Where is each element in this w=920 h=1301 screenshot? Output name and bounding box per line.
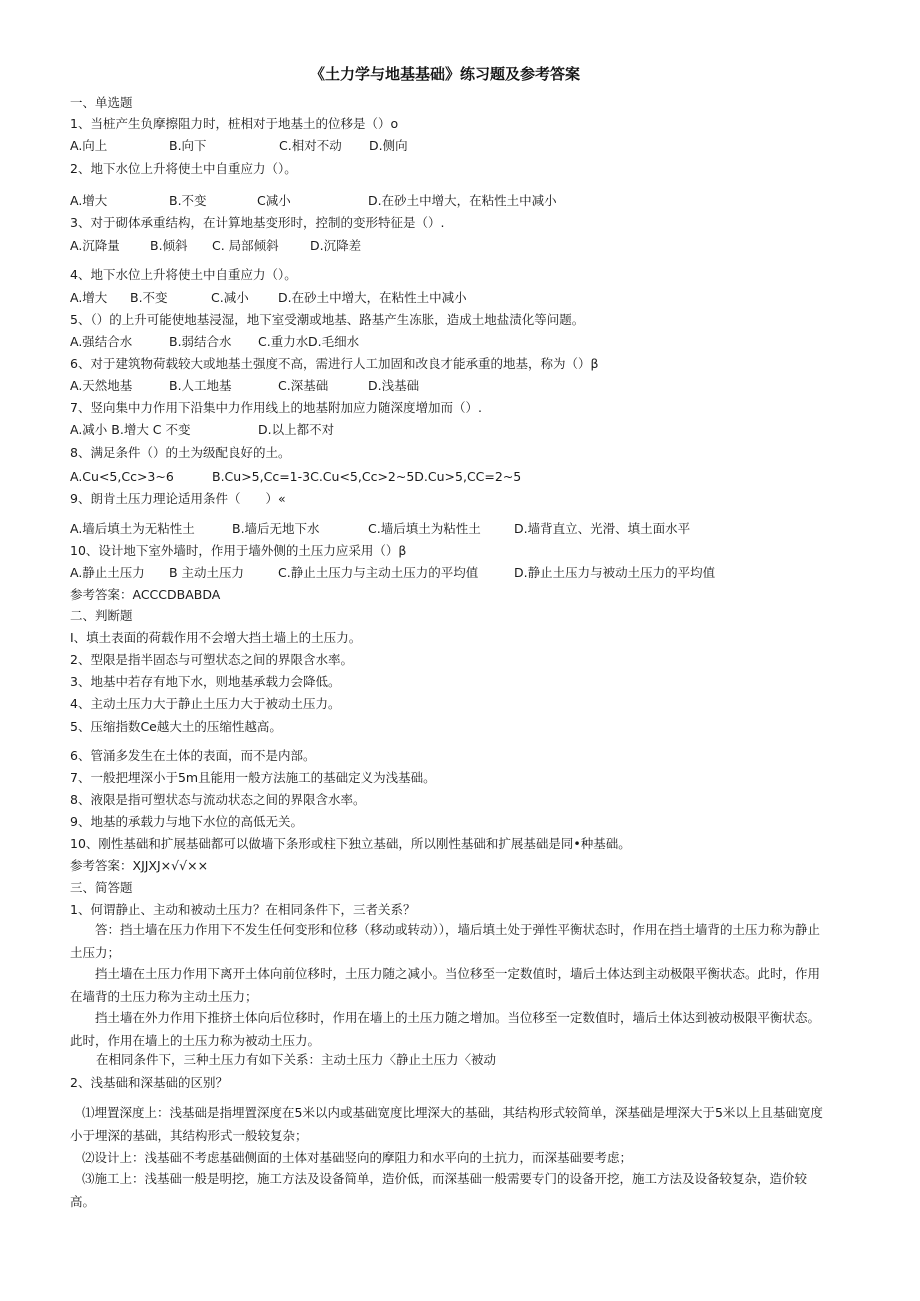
question-stem: 2、地下水位上升将使土中自重应力（）。 bbox=[70, 161, 297, 176]
option-d: D.沉降差 bbox=[310, 238, 362, 253]
statement-item: 9、地基的承载力与地下水位的高低无关。 bbox=[70, 814, 303, 829]
option-b: B.人工地基 bbox=[169, 378, 232, 393]
answer-key: 参考答案：ACCCDBABDA bbox=[70, 587, 221, 602]
answer-paragraph: ⑴埋置深度上：浅基础是指埋置深度在5米以内或基础宽度比埋深大的基础，其结构形式较简单，深基础是埋深大于5米以上且基础宽度小于埋深的基础，其结构形式一般较复杂； bbox=[70, 1105, 823, 1143]
option-c: C减小 bbox=[257, 193, 291, 208]
answer-paragraph: 挡土墙在外力作用下推挤土体向后位移时，作用在墙上的土压力随之增加。当位移至一定数值时，墙后土体达到被动极限平衡状态。此时，作用在墙上的土压力称为被动土压力。 bbox=[70, 1010, 821, 1048]
option-a: A.向上 bbox=[70, 138, 108, 153]
option-c: C.静止土压力与主动土压力的平均值 bbox=[278, 565, 479, 580]
option-a: A.增大 bbox=[70, 193, 108, 208]
option-b: B 主动土压力 bbox=[169, 565, 245, 580]
question-stem: 6、对于建筑物荷载较大或地基土强度不高，需进行人工加固和改良才能承重的地基，称为（）β bbox=[70, 356, 599, 371]
option-a: A.天然地基 bbox=[70, 378, 133, 393]
option-b: B.不变 bbox=[169, 193, 207, 208]
statement-item: 3、地基中若存有地下水，则地基承载力会降低。 bbox=[70, 674, 341, 689]
option-c: C. 局部倾斜 bbox=[212, 238, 279, 253]
question-stem: 1、当桩产生负摩擦阻力时，桩相对于地基土的位移是（）o bbox=[70, 116, 399, 131]
option-c: C.减小 bbox=[211, 290, 249, 305]
option-d: D.墙背直立、光滑、填土面水平 bbox=[514, 521, 691, 536]
answer-paragraph: 在相同条件下，三种土压力有如下关系：主动土压力〈静止土压力〈被动 bbox=[96, 1052, 497, 1067]
option-d: D.浅基础 bbox=[368, 378, 420, 393]
answer-paragraph: ⑵设计上：浅基础不考虑基础侧面的土体对基础竖向的摩阻力和水平向的土抗力，而深基础要考虑； bbox=[82, 1150, 633, 1165]
question-stem: 5、（）的上升可能使地基浸湿，地下室受潮或地基、路基产生冻胀，造成土地盐渍化等问题。 bbox=[70, 312, 585, 327]
option-d: D.在砂土中增大，在粘性土中减小 bbox=[368, 193, 557, 208]
statement-item: 10、刚性基础和扩展基础都可以做墙下条形或柱下独立基础，所以刚性基础和扩展基础是同•种基础。 bbox=[70, 836, 631, 851]
statement-item: 2、型限是指半固态与可塑状态之间的界限含水率。 bbox=[70, 652, 353, 667]
option-bcd: B.Cu>5,Cc=1-3C.Cu<5,Cc>2~5D.Cu>5,CC=2~5 bbox=[212, 469, 522, 484]
section-heading-true-false: 二、判断题 bbox=[70, 608, 133, 623]
option-d: D.在砂土中增大，在粘性土中减小 bbox=[278, 290, 467, 305]
section-heading-single-choice: 一、单选题 bbox=[70, 95, 133, 110]
option-b: B.弱结合水 bbox=[169, 334, 232, 349]
option-c: C.重力水 bbox=[258, 334, 309, 349]
question-stem: 2、浅基础和深基础的区别？ bbox=[70, 1075, 228, 1090]
answer-paragraph: 挡土墙在土压力作用下离开土体向前位移时，土压力随之减小。当位移至一定数值时，墙后土体达到主动极限平衡状态。此时，作用在墙背的土压力称为主动土压力； bbox=[70, 966, 821, 1004]
option-c: C.深基础 bbox=[278, 378, 329, 393]
answer-paragraph: 答：挡土墙在压力作用下不发生任何变形和位移（移动或转动）），墙后填土处于弹性平衡状态时，作用在挡土墙背的土压力称为静止土压力； bbox=[70, 922, 821, 960]
question-stem: 7、竖向集中力作用下沿集中力作用线上的地基附加应力随深度增加而（）. bbox=[70, 400, 482, 415]
question-stem: 8、满足条件（）的土为级配良好的土。 bbox=[70, 445, 291, 460]
document-title: 《土力学与地基基础》练习题及参考答案 bbox=[310, 65, 581, 83]
option-b: B.墙后无地下水 bbox=[232, 521, 320, 536]
question-stem: 9、朗肯土压力理论适用条件（ ）« bbox=[70, 491, 286, 506]
question-stem: 10、设计地下室外墙时，作用于墙外侧的土压力应采用（）β bbox=[70, 543, 407, 558]
option-d: D.以上都不对 bbox=[258, 422, 335, 437]
question-stem: 4、地下水位上升将使土中自重应力（）。 bbox=[70, 267, 297, 282]
question-stem: 3、对于砌体承重结构，在计算地基变形时，控制的变形特征是（）. bbox=[70, 215, 445, 230]
statement-item: 6、管涌多发生在土体的表面，而不是内部。 bbox=[70, 748, 316, 763]
statement-item: 8、液限是指可塑状态与流动状态之间的界限含水率。 bbox=[70, 792, 366, 807]
option-c: C.墙后填土为粘性土 bbox=[368, 521, 481, 536]
option-d: D.毛细水 bbox=[308, 334, 360, 349]
option-d: D.静止土压力与被动土压力的平均值 bbox=[514, 565, 716, 580]
option-a: A.Cu<5,Cc>3~6 bbox=[70, 469, 174, 484]
answer-paragraph: ⑶施工上：浅基础一般是明挖，施工方法及设备简单，造价低，而深基础一般需要专门的设备开挖，施工方法及设备较复杂，造价较高。 bbox=[70, 1171, 808, 1209]
option-d: D.侧向 bbox=[369, 138, 408, 153]
statement-item: 7、一般把埋深小于5m且能用一般方法施工的基础定义为浅基础。 bbox=[70, 770, 436, 785]
statement-item: 4、主动土压力大于静止土压力大于被动土压力。 bbox=[70, 696, 341, 711]
option-a: A.墙后填土为无粘性土 bbox=[70, 521, 195, 536]
option-b: B.倾斜 bbox=[150, 238, 188, 253]
option-b: B.不变 bbox=[130, 290, 168, 305]
option-a: A.增大 bbox=[70, 290, 108, 305]
option-a: A.沉降量 bbox=[70, 238, 120, 253]
option-b: B.向下 bbox=[169, 138, 207, 153]
statement-item: 5、压缩指数Ce越大土的压缩性越高。 bbox=[70, 719, 282, 734]
option-abc: A.减小 B.增大 C 不变 bbox=[70, 422, 191, 437]
answer-key: 参考答案：XJJXJ×√√×× bbox=[70, 858, 209, 873]
statement-item: I、填土表面的荷载作用不会增大挡土墙上的土压力。 bbox=[70, 630, 362, 645]
question-stem: 1、何谓静止、主动和被动土压力？在相同条件下，三者关系？ bbox=[70, 902, 416, 917]
option-a: A.强结合水 bbox=[70, 334, 133, 349]
option-c: C.相对不动 bbox=[279, 138, 342, 153]
option-a: A.静止土压力 bbox=[70, 565, 145, 580]
section-heading-short-answer: 三、简答题 bbox=[70, 880, 133, 895]
